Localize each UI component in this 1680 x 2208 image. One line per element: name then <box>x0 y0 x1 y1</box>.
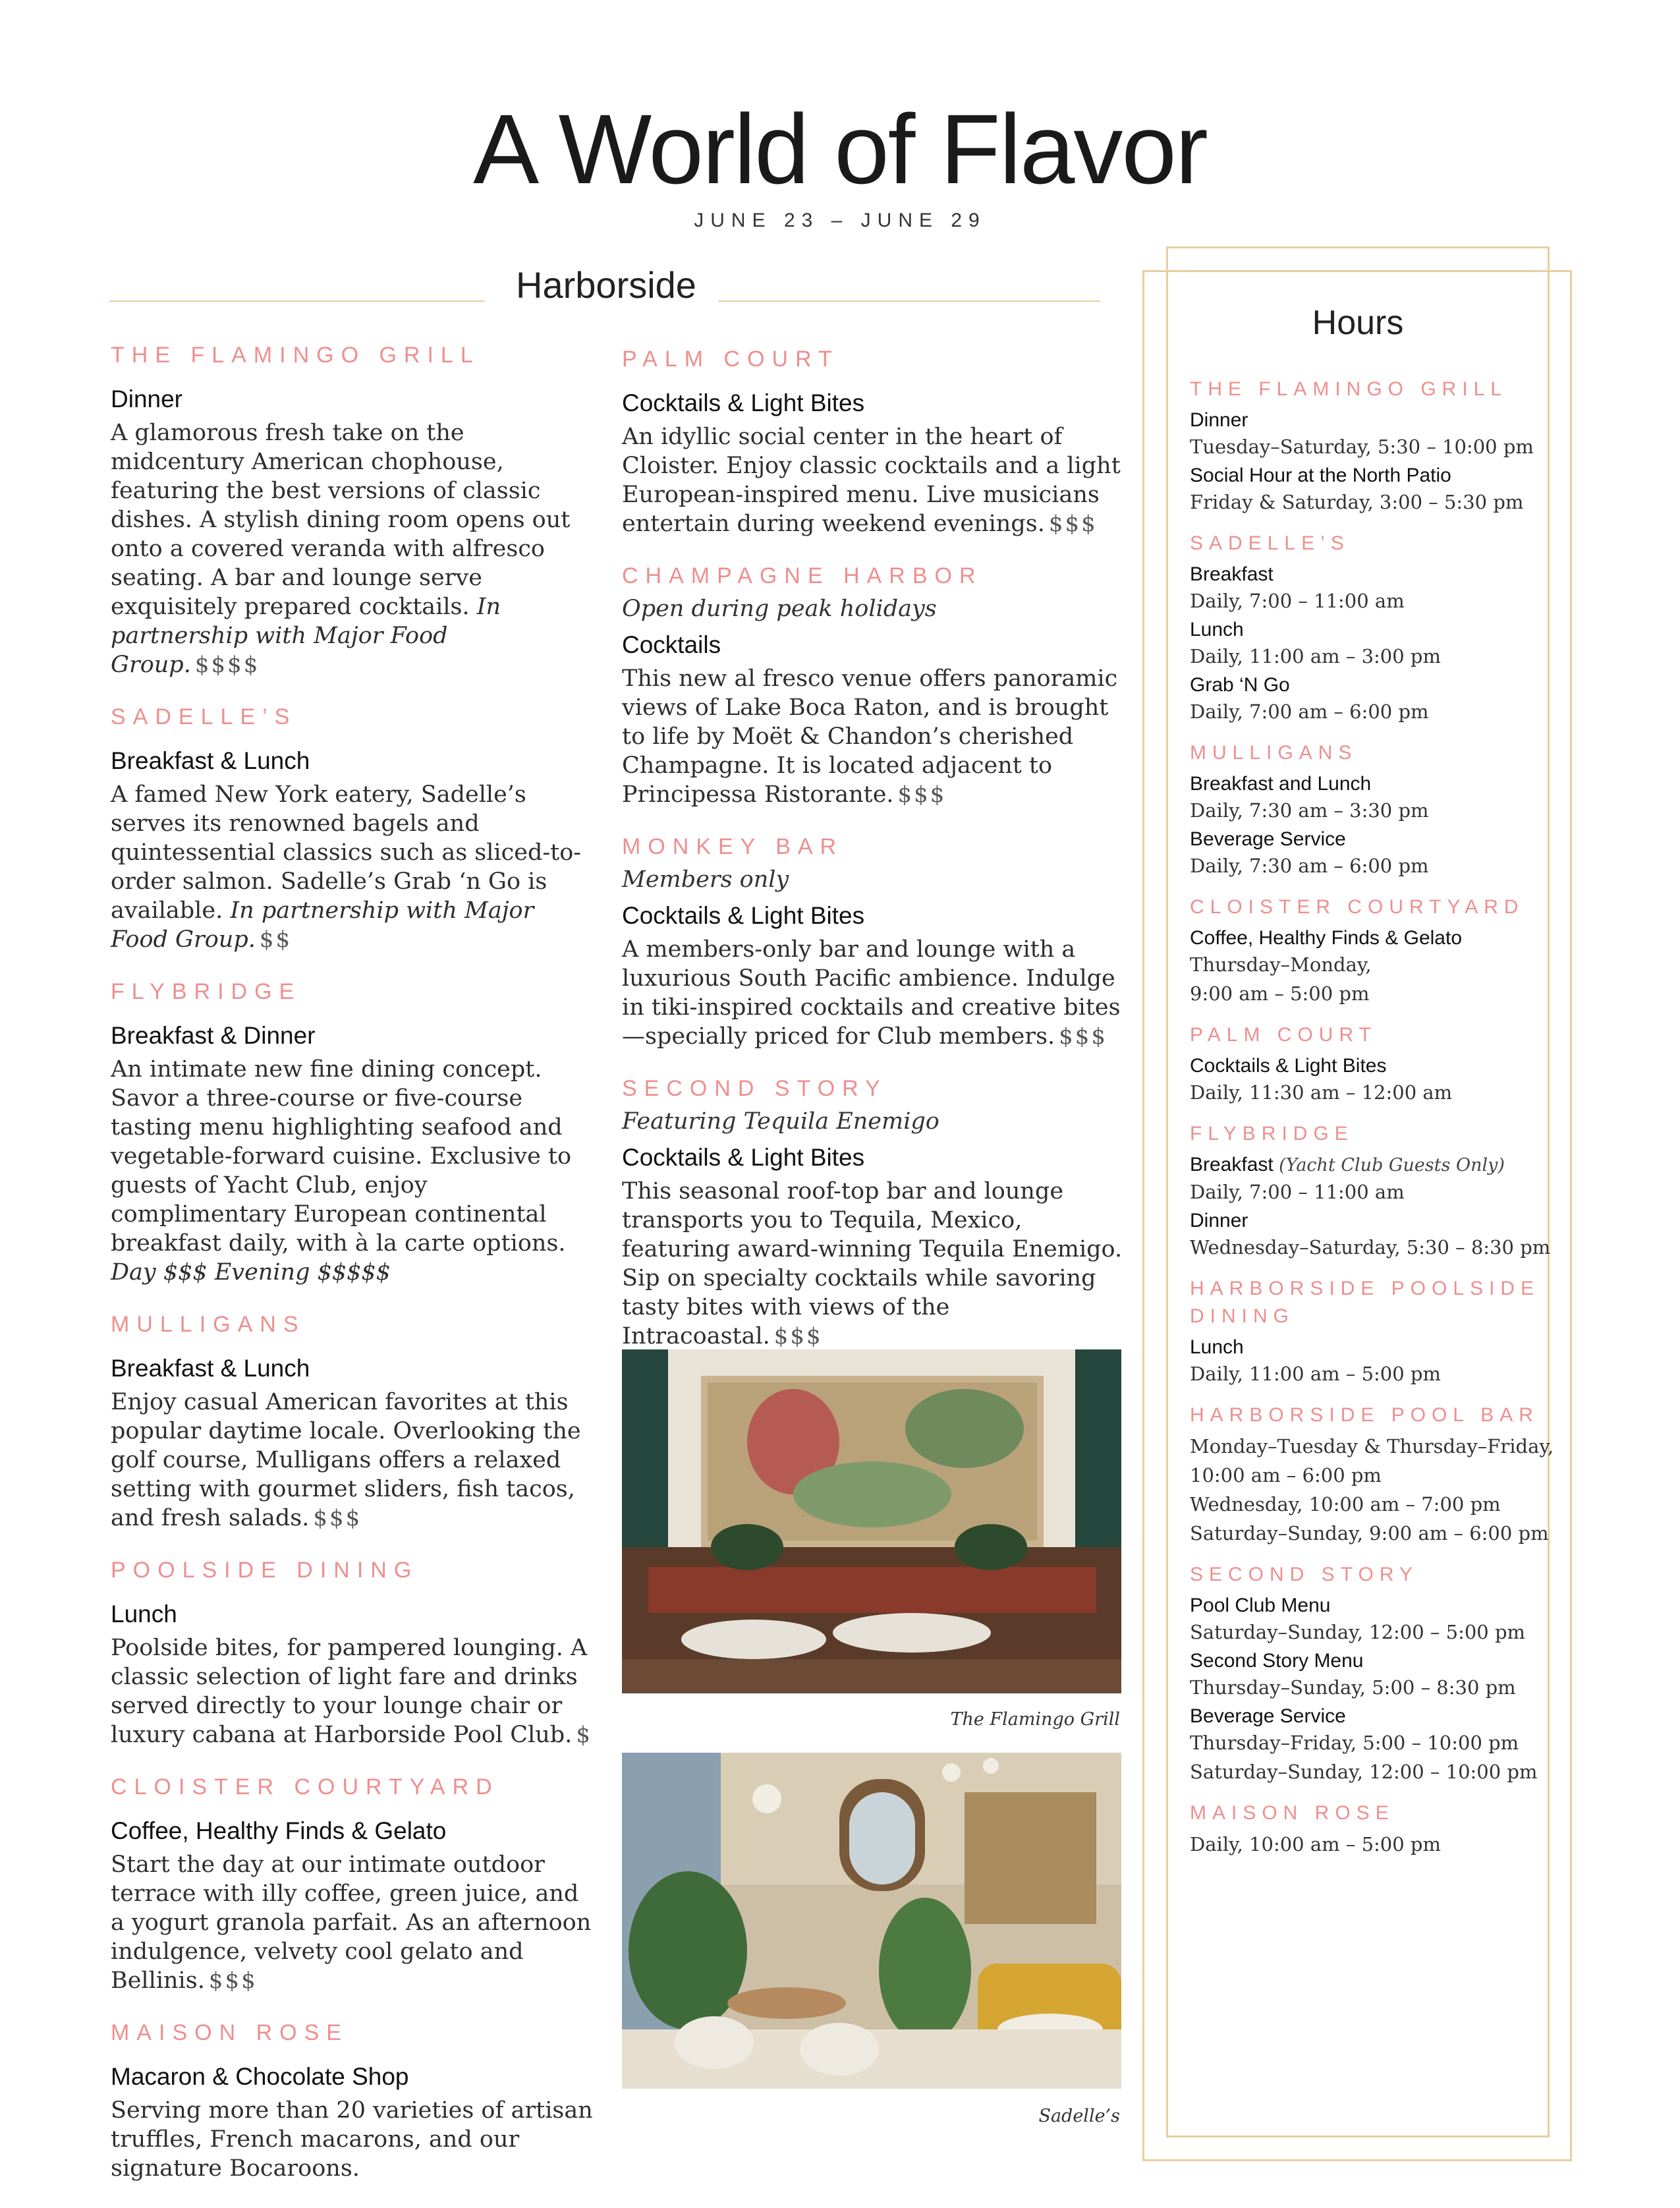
hours-time: Monday–Tuesday & Thursday–Friday, <box>1190 1435 1554 1458</box>
description-italic: In partnership with Major Food Group. <box>111 594 501 678</box>
hours-time: Thursday–Sunday, 5:00 – 8:30 pm <box>1190 1676 1516 1699</box>
venue-entry <box>111 1558 598 1749</box>
venue-meal: Cocktails & Light Bites <box>622 1144 865 1171</box>
service-name: Second Story Menu <box>1190 1650 1364 1672</box>
venue-meal: Breakfast & Dinner <box>111 1022 316 1049</box>
service-name: Grab ‘N Go <box>1190 674 1290 696</box>
hours-title: Hours <box>1312 304 1404 342</box>
description-text: Enjoy casual American favorites at this popular daytime locale. Overlooking the golf course, Mulligans offers a relaxed setting with gourmet sliders, fish tacos, and fresh salads. <box>111 1389 581 1531</box>
price-rating: $$$ <box>1059 1023 1108 1050</box>
venue-description <box>622 422 1123 538</box>
hours-time: Daily, 7:30 am – 6:00 pm <box>1190 855 1429 877</box>
description-italic: In partnership with Major Food Group. <box>111 897 534 953</box>
venue-entry <box>111 979 598 1287</box>
venue-name: THE FLAMINGO GRILL <box>111 343 480 368</box>
venue-meal: Macaron & Chocolate Shop <box>111 2063 409 2090</box>
price-rating: $$$ <box>897 781 947 808</box>
hours-venue <box>1190 1275 1559 1387</box>
hours-time: Thursday–Monday, <box>1190 953 1372 976</box>
venue-name: MULLIGANS <box>111 1312 306 1337</box>
venue-name: CLOISTER COURTYARD <box>111 1774 499 1799</box>
venue-name: PALM COURT <box>622 347 839 372</box>
venue-entry <box>622 1076 1123 1351</box>
hours-venue <box>1190 530 1559 725</box>
hours-venue <box>1190 1120 1559 1260</box>
section-rule-right <box>718 300 1100 302</box>
hours-venue-name: MAISON ROSE <box>1190 1802 1395 1824</box>
price-rating: $$$ <box>313 1505 362 1531</box>
hours-venue <box>1190 1561 1559 1785</box>
venue-name: POOLSIDE DINING <box>111 1558 419 1583</box>
price-rating: $$ <box>259 926 293 953</box>
venue-meal: Breakfast & Lunch <box>111 1355 310 1382</box>
venue-meal: Coffee, Healthy Finds & Gelato <box>111 1817 447 1844</box>
hours-service-label <box>1190 925 1559 951</box>
venue-note: Open during peak holidays <box>622 596 937 622</box>
description-text: This seasonal roof-top bar and lounge transports you to Tequila, Mexico, featuring award-winning Tequila Enemigo. Sip on specialty cocktails while savoring tasty bites with views of the Intracoastal. <box>622 1178 1123 1349</box>
hours-service-label <box>1190 826 1559 853</box>
service-name: Lunch <box>1190 619 1244 640</box>
venue-name: MAISON ROSE <box>111 2020 349 2045</box>
hours-time: Daily, 10:00 am – 5:00 pm <box>1190 1833 1441 1855</box>
description-text: Poolside bites, for pampered lounging. A classic selection of light fare and drinks served directly to your lounge chair or luxury cabana at Harborside Pool Club. <box>111 1635 588 1748</box>
hours-time: Daily, 7:30 am – 3:30 pm <box>1190 799 1429 822</box>
hours-service-label <box>1190 1334 1559 1361</box>
hours-time: 10:00 am – 6:00 pm <box>1190 1464 1382 1486</box>
venue-meal: Dinner <box>111 385 182 412</box>
venue-entry <box>111 2020 598 2183</box>
service-name: Lunch <box>1190 1336 1244 1358</box>
venue-meal: Breakfast & Lunch <box>111 747 310 774</box>
description-text: This new al fresco venue offers panoramic views of Lake Boca Raton, and is brought to life by Moët & Chandon’s cherished Champagne. It is located adjacent to Principessa Ristorante. <box>622 665 1118 808</box>
hours-service-label <box>1190 617 1559 643</box>
description-italic: Day $$$ Evening $$$$$ <box>111 1259 391 1286</box>
photo-sadelles <box>622 1753 1121 2089</box>
service-name: Coffee, Healthy Finds & Gelato <box>1190 927 1462 949</box>
hours-time: Wednesday, 10:00 am – 7:00 pm <box>1190 1493 1501 1515</box>
venue-name: CHAMPAGNE HARBOR <box>622 563 983 588</box>
hours-time: Thursday–Friday, 5:00 – 10:00 pm <box>1190 1732 1519 1754</box>
venue-description <box>622 935 1123 1051</box>
hours-time: Saturday–Sunday, 12:00 – 10:00 pm <box>1190 1761 1538 1783</box>
hours-venue <box>1190 739 1559 879</box>
description-text: Start the day at our intimate outdoor terrace with illy coffee, green juice, and a yogurt granola parfait. As an afternoon indulgence, velvety cool gelato and Bellinis. <box>111 1852 592 1994</box>
description-text: A famed New York eatery, Sadelle’s serves its renowned bagels and quintessential classics such as sliced-to-order salmon. Sadelle’s Grab ‘n Go is available. <box>111 781 582 924</box>
hours-service-label <box>1190 1208 1559 1234</box>
venue-meal: Cocktails & Light Bites <box>622 902 865 929</box>
venue-entry <box>111 343 598 679</box>
service-name: Breakfast and Lunch <box>1190 773 1372 795</box>
left-column <box>111 343 598 2208</box>
description-text: Serving more than 20 varieties of artisan truffles, French macarons, and our signature Bocaroons. <box>111 2097 593 2182</box>
section-rule-left <box>109 300 485 302</box>
service-name: Beverage Service <box>1190 1705 1346 1727</box>
venue-name: MONKEY BAR <box>622 834 844 859</box>
venue-description <box>111 2096 598 2183</box>
hours-time: Daily, 11:30 am – 12:00 am <box>1190 1081 1453 1104</box>
hours-venue <box>1190 1021 1559 1106</box>
service-name: Pool Club Menu <box>1190 1595 1331 1616</box>
venue-description <box>622 1177 1123 1351</box>
hours-time: Daily, 7:00 – 11:00 am <box>1190 1181 1405 1203</box>
hours-venue-name: HARBORSIDE POOL BAR <box>1190 1404 1539 1426</box>
hours-time: Tuesday–Saturday, 5:30 – 10:00 pm <box>1190 436 1534 458</box>
hours-venue <box>1190 1401 1559 1546</box>
hours-time: Daily, 7:00 – 11:00 am <box>1190 590 1405 612</box>
venue-entry <box>622 347 1123 538</box>
hours-time: Saturday–Sunday, 12:00 – 5:00 pm <box>1190 1621 1526 1643</box>
hours-venue-name: PALM COURT <box>1190 1024 1377 1046</box>
section-title: Harborside <box>516 264 696 306</box>
hours-time: Friday & Saturday, 3:00 – 5:30 pm <box>1190 491 1524 513</box>
hours-time: Daily, 11:00 am – 5:00 pm <box>1190 1363 1441 1385</box>
price-rating: $$$ <box>773 1323 823 1349</box>
hours-venue <box>1190 376 1559 515</box>
venue-note: Featuring Tequila Enemigo <box>622 1108 939 1135</box>
venue-meal: Lunch <box>111 1600 177 1628</box>
service-name: Breakfast <box>1190 1154 1274 1175</box>
hours-service-label <box>1190 407 1559 434</box>
venue-description <box>111 1633 598 1749</box>
hours-time: Saturday–Sunday, 9:00 am – 6:00 pm <box>1190 1522 1549 1544</box>
service-name: Cocktails & Light Bites <box>1190 1055 1387 1077</box>
venue-description <box>111 1055 598 1287</box>
page-title: A World of Flavor <box>473 94 1207 204</box>
hours-service-label <box>1190 771 1559 797</box>
venue-description <box>622 664 1123 809</box>
venue-entry <box>111 704 598 954</box>
hours-service-label <box>1190 463 1559 489</box>
hours-venue-name: HARBORSIDE POOLSIDE DINING <box>1190 1278 1540 1327</box>
venue-name: SADELLE’S <box>111 704 297 729</box>
hours-service-label <box>1190 1703 1559 1730</box>
venue-description <box>111 418 598 679</box>
venue-meal: Cocktails <box>622 631 721 658</box>
service-name: Dinner <box>1190 409 1248 431</box>
hours-venue-name: SADELLE’S <box>1190 532 1350 554</box>
venue-description <box>111 780 598 954</box>
hours-time: Wednesday–Saturday, 5:30 – 8:30 pm <box>1190 1236 1551 1259</box>
middle-column <box>622 347 1123 1376</box>
venue-description <box>111 1850 598 1995</box>
venue-description <box>111 1388 598 1533</box>
venue-entry <box>622 563 1123 809</box>
caption-sadelles: Sadelle’s <box>1038 2106 1120 2126</box>
venue-entry <box>111 1774 598 1995</box>
description-text: An intimate new fine dining concept. Savor a three-course or five-course tasting menu highlighting seafood and vegetable-forward cuisine. Exclusive to guests of Yacht Club, enjoy complimentary European continental breakfast daily, with à la carte options. <box>111 1056 572 1257</box>
venue-note: Members only <box>622 866 789 893</box>
hours-time: Daily, 7:00 am – 6:00 pm <box>1190 700 1429 723</box>
service-note: (Yacht Club Guests Only) <box>1279 1155 1505 1175</box>
price-rating: $ <box>576 1722 592 1748</box>
service-name: Beverage Service <box>1190 828 1346 850</box>
hours-service-label <box>1190 1053 1559 1079</box>
venue-name: FLYBRIDGE <box>111 979 302 1004</box>
hours-time: Daily, 11:00 am – 3:00 pm <box>1190 645 1441 667</box>
hours-service-label <box>1190 1648 1559 1674</box>
hours-list <box>1190 376 1559 1872</box>
venue-entry <box>622 834 1123 1051</box>
price-rating: $$$ <box>1048 511 1098 537</box>
photo-flamingo-grill <box>622 1349 1121 1693</box>
description-text: An idyllic social center in the heart of Cloister. Enjoy classic cocktails and a light European-inspired menu. Live musicians entertain during weekend evenings. <box>622 424 1121 537</box>
hours-venue-name: FLYBRIDGE <box>1190 1123 1354 1145</box>
hours-service-label <box>1190 672 1559 698</box>
service-name: Dinner <box>1190 1210 1248 1231</box>
hours-venue <box>1190 893 1559 1007</box>
price-rating: $$$ <box>208 1967 258 1994</box>
description-text: A members-only bar and lounge with a luxurious South Pacific ambience. Indulge in tiki-inspired cocktails and creative bites—specially priced for Club members. <box>622 936 1121 1050</box>
service-name: Breakfast <box>1190 563 1274 585</box>
date-range: JUNE 23 – JUNE 29 <box>694 210 986 231</box>
hours-service-label <box>1190 561 1559 588</box>
price-rating: $$$$ <box>194 652 260 678</box>
hours-venue-name: CLOISTER COURTYARD <box>1190 896 1525 918</box>
hours-service-label <box>1190 1593 1559 1619</box>
hours-service-label <box>1190 1152 1559 1179</box>
service-name: Social Hour at the North Patio <box>1190 465 1451 486</box>
venue-meal: Cocktails & Light Bites <box>622 389 865 416</box>
venue-entry <box>111 1312 598 1533</box>
hours-time: 9:00 am – 5:00 pm <box>1190 982 1370 1005</box>
description-text: A glamorous fresh take on the midcentury American chophouse, featuring the best versions of classic dishes. A stylish dining room opens out onto a covered veranda with alfresco seating. A bar and lounge serve exquisitely prepared cocktails. <box>111 420 571 620</box>
venue-name: SECOND STORY <box>622 1076 887 1101</box>
hours-venue-name: SECOND STORY <box>1190 1564 1418 1585</box>
caption-flamingo-grill: The Flamingo Grill <box>950 1709 1120 1730</box>
hours-venue-name: MULLIGANS <box>1190 742 1358 764</box>
hours-venue <box>1190 1799 1559 1857</box>
hours-venue-name: THE FLAMINGO GRILL <box>1190 378 1508 400</box>
